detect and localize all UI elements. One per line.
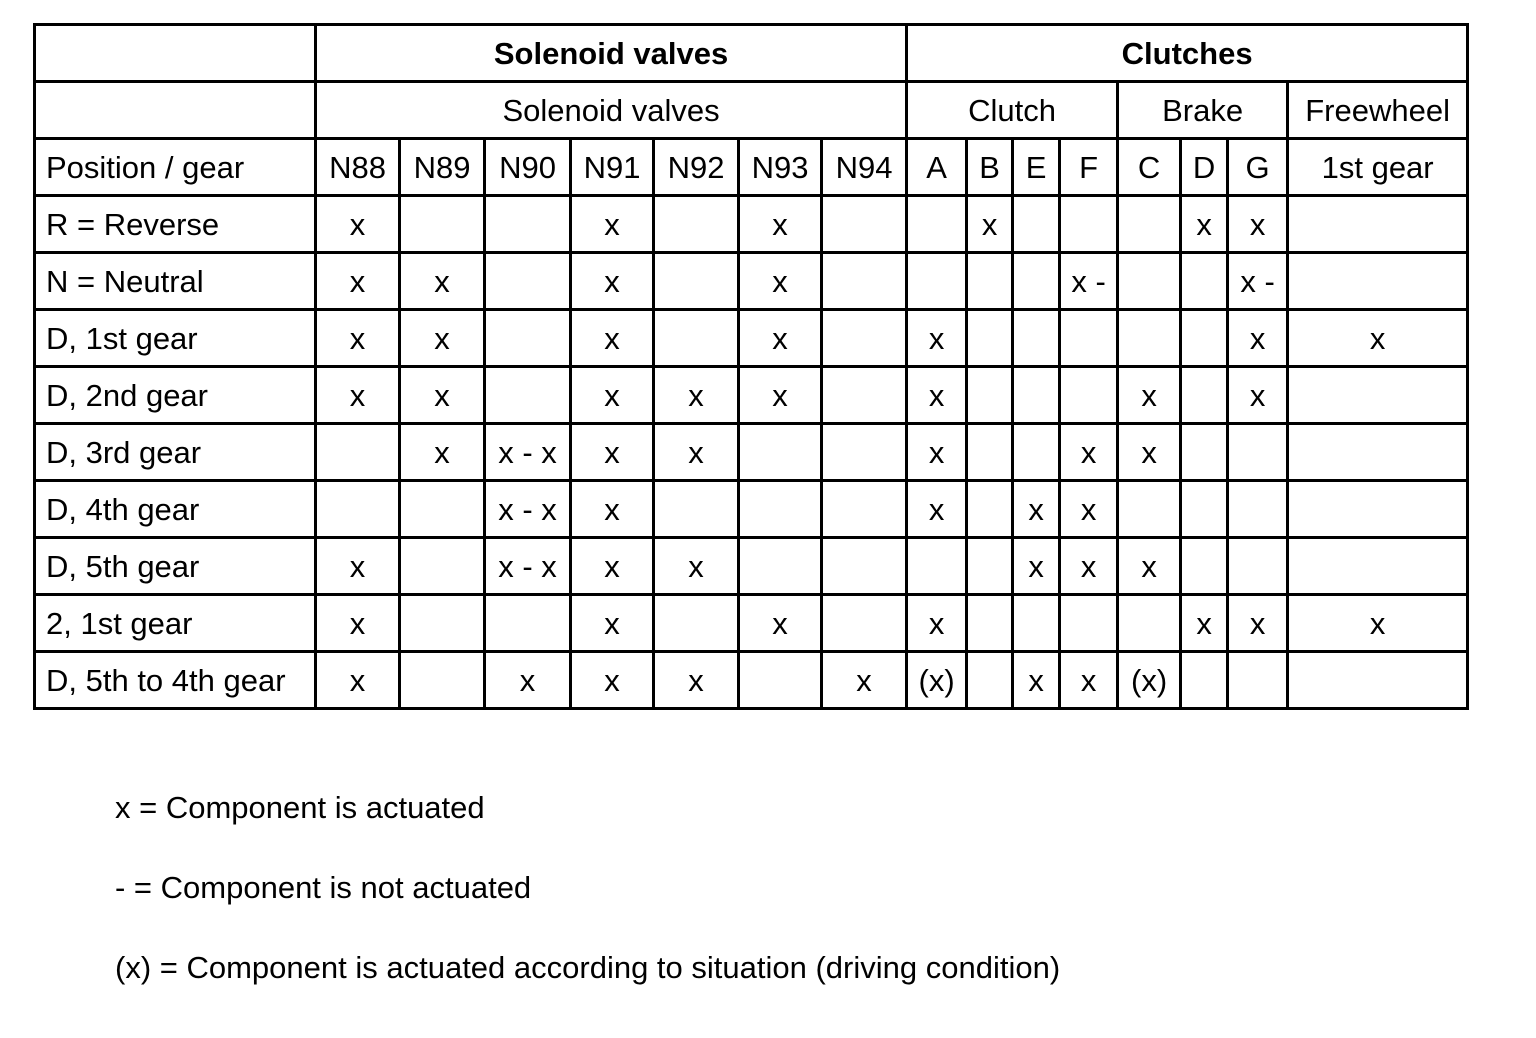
column-header: F bbox=[1060, 139, 1118, 196]
status-cell bbox=[1181, 310, 1228, 367]
status-cell: x bbox=[316, 310, 400, 367]
status-cell bbox=[1181, 538, 1228, 595]
status-cell bbox=[654, 310, 739, 367]
status-cell bbox=[1118, 595, 1181, 652]
status-cell bbox=[739, 538, 822, 595]
status-cell bbox=[654, 196, 739, 253]
table-row bbox=[35, 253, 1468, 310]
column-header: 1st gear bbox=[1288, 139, 1468, 196]
column-header: N88 bbox=[316, 139, 400, 196]
column-header: G bbox=[1228, 139, 1288, 196]
table-row bbox=[35, 481, 1468, 538]
status-cell bbox=[1288, 652, 1468, 709]
status-cell bbox=[907, 253, 967, 310]
column-header-row bbox=[35, 139, 1468, 196]
status-cell: x bbox=[907, 595, 967, 652]
status-cell bbox=[485, 196, 571, 253]
status-cell bbox=[1288, 367, 1468, 424]
status-cell: x bbox=[1118, 538, 1181, 595]
status-cell bbox=[1118, 253, 1181, 310]
table-row bbox=[35, 595, 1468, 652]
table-row bbox=[35, 310, 1468, 367]
status-cell bbox=[316, 424, 400, 481]
status-cell bbox=[1228, 481, 1288, 538]
status-cell bbox=[1181, 424, 1228, 481]
status-cell: x bbox=[1060, 652, 1118, 709]
status-cell bbox=[1118, 481, 1181, 538]
status-cell bbox=[967, 424, 1013, 481]
position-cell: N = Neutral bbox=[35, 253, 316, 310]
status-cell bbox=[1060, 310, 1118, 367]
status-cell: x bbox=[1118, 367, 1181, 424]
status-cell: x bbox=[316, 367, 400, 424]
table-row bbox=[35, 652, 1468, 709]
status-cell: x bbox=[1288, 595, 1468, 652]
column-header: B bbox=[967, 139, 1013, 196]
status-cell bbox=[1288, 538, 1468, 595]
status-cell: (x) bbox=[1118, 652, 1181, 709]
corner-cell bbox=[35, 82, 316, 139]
status-cell: x bbox=[739, 253, 822, 310]
status-cell bbox=[400, 481, 485, 538]
status-cell bbox=[967, 595, 1013, 652]
status-cell: x - bbox=[1060, 253, 1118, 310]
status-cell: x bbox=[571, 424, 654, 481]
status-cell bbox=[1013, 367, 1060, 424]
status-cell: x bbox=[739, 196, 822, 253]
status-cell: x bbox=[571, 367, 654, 424]
status-cell bbox=[1013, 196, 1060, 253]
status-cell: x bbox=[1228, 310, 1288, 367]
status-cell bbox=[1060, 196, 1118, 253]
status-cell bbox=[967, 310, 1013, 367]
status-cell bbox=[1288, 196, 1468, 253]
status-cell bbox=[822, 310, 907, 367]
status-cell bbox=[1013, 310, 1060, 367]
status-cell: x bbox=[907, 310, 967, 367]
status-cell: x bbox=[400, 367, 485, 424]
status-cell: x bbox=[571, 652, 654, 709]
status-cell: x bbox=[1228, 595, 1288, 652]
column-header: N94 bbox=[822, 139, 907, 196]
status-cell bbox=[1013, 595, 1060, 652]
column-header: C bbox=[1118, 139, 1181, 196]
status-cell bbox=[967, 652, 1013, 709]
status-cell bbox=[1060, 595, 1118, 652]
status-cell: x bbox=[400, 253, 485, 310]
solenoid-valves-group-header: Solenoid valves bbox=[316, 25, 907, 82]
status-cell: x bbox=[739, 595, 822, 652]
status-cell bbox=[1013, 253, 1060, 310]
column-header: E bbox=[1013, 139, 1060, 196]
status-cell: x bbox=[1288, 310, 1468, 367]
status-cell bbox=[907, 196, 967, 253]
position-column-header: Position / gear bbox=[35, 139, 316, 196]
clutch-sub-header: Clutch bbox=[907, 82, 1118, 139]
column-header: N90 bbox=[485, 139, 571, 196]
status-cell: x bbox=[316, 196, 400, 253]
status-cell bbox=[739, 652, 822, 709]
status-cell bbox=[739, 424, 822, 481]
status-cell bbox=[400, 652, 485, 709]
status-cell bbox=[1118, 310, 1181, 367]
status-cell: x bbox=[907, 481, 967, 538]
freewheel-sub-header: Freewheel bbox=[1288, 82, 1468, 139]
status-cell: x bbox=[1181, 196, 1228, 253]
status-cell: x - x bbox=[485, 538, 571, 595]
status-cell bbox=[1288, 481, 1468, 538]
status-cell bbox=[654, 253, 739, 310]
column-header: N91 bbox=[571, 139, 654, 196]
status-cell bbox=[739, 481, 822, 538]
status-cell bbox=[485, 253, 571, 310]
position-cell: D, 5th to 4th gear bbox=[35, 652, 316, 709]
status-cell bbox=[1181, 367, 1228, 424]
status-cell: x bbox=[571, 253, 654, 310]
status-cell: x bbox=[1013, 538, 1060, 595]
status-cell bbox=[400, 595, 485, 652]
status-cell: x bbox=[654, 424, 739, 481]
status-cell: x bbox=[1181, 595, 1228, 652]
status-cell bbox=[822, 196, 907, 253]
status-cell: x bbox=[571, 196, 654, 253]
status-cell bbox=[485, 367, 571, 424]
status-cell: x bbox=[739, 310, 822, 367]
status-cell: x bbox=[571, 595, 654, 652]
status-cell: x bbox=[654, 367, 739, 424]
group-header-row bbox=[35, 25, 1468, 82]
status-cell: x bbox=[1060, 481, 1118, 538]
position-cell: R = Reverse bbox=[35, 196, 316, 253]
status-cell bbox=[967, 481, 1013, 538]
position-cell: D, 2nd gear bbox=[35, 367, 316, 424]
status-cell bbox=[316, 481, 400, 538]
status-cell bbox=[907, 538, 967, 595]
status-cell bbox=[1288, 424, 1468, 481]
position-cell: D, 5th gear bbox=[35, 538, 316, 595]
status-cell: x bbox=[1060, 538, 1118, 595]
status-cell: x bbox=[316, 253, 400, 310]
column-header: D bbox=[1181, 139, 1228, 196]
status-cell bbox=[1060, 367, 1118, 424]
gear-actuation-table bbox=[33, 23, 1469, 710]
status-cell bbox=[400, 538, 485, 595]
legend-situational: (x) = Component is actuated according to situation (driving condition) bbox=[115, 950, 1061, 985]
status-cell bbox=[822, 253, 907, 310]
position-cell: D, 1st gear bbox=[35, 310, 316, 367]
status-cell: x bbox=[400, 310, 485, 367]
status-cell: x bbox=[485, 652, 571, 709]
status-cell bbox=[1181, 652, 1228, 709]
position-cell: 2, 1st gear bbox=[35, 595, 316, 652]
status-cell: x bbox=[1228, 367, 1288, 424]
status-cell: x bbox=[907, 424, 967, 481]
status-cell bbox=[485, 310, 571, 367]
table-row bbox=[35, 538, 1468, 595]
status-cell: x bbox=[654, 652, 739, 709]
status-cell: x bbox=[1013, 481, 1060, 538]
status-cell: x bbox=[1060, 424, 1118, 481]
status-cell bbox=[967, 538, 1013, 595]
status-cell bbox=[400, 196, 485, 253]
status-cell bbox=[822, 481, 907, 538]
status-cell bbox=[1118, 196, 1181, 253]
status-cell: x bbox=[316, 538, 400, 595]
status-cell: x bbox=[1228, 196, 1288, 253]
status-cell: x bbox=[1118, 424, 1181, 481]
status-cell: x bbox=[316, 652, 400, 709]
status-cell bbox=[654, 481, 739, 538]
legend-not-actuated: - = Component is not actuated bbox=[115, 870, 532, 905]
status-cell bbox=[1013, 424, 1060, 481]
legend-actuated: x = Component is actuated bbox=[115, 790, 485, 825]
status-cell bbox=[822, 595, 907, 652]
status-cell: x bbox=[400, 424, 485, 481]
status-cell bbox=[1288, 253, 1468, 310]
status-cell: x bbox=[739, 367, 822, 424]
status-cell: x - x bbox=[485, 424, 571, 481]
status-cell bbox=[822, 538, 907, 595]
table-row bbox=[35, 196, 1468, 253]
status-cell bbox=[822, 367, 907, 424]
table-row bbox=[35, 367, 1468, 424]
sub-header-row bbox=[35, 82, 1468, 139]
status-cell: x bbox=[571, 538, 654, 595]
status-cell: x bbox=[1013, 652, 1060, 709]
status-cell: x bbox=[571, 481, 654, 538]
status-cell bbox=[485, 595, 571, 652]
clutches-group-header: Clutches bbox=[907, 25, 1468, 82]
corner-cell bbox=[35, 25, 316, 82]
status-cell bbox=[1228, 652, 1288, 709]
table-row bbox=[35, 424, 1468, 481]
status-cell: x bbox=[316, 595, 400, 652]
status-cell bbox=[1181, 481, 1228, 538]
status-cell: x bbox=[967, 196, 1013, 253]
column-header: N92 bbox=[654, 139, 739, 196]
status-cell bbox=[1228, 538, 1288, 595]
status-cell: x bbox=[654, 538, 739, 595]
status-cell: x - bbox=[1228, 253, 1288, 310]
status-cell bbox=[1228, 424, 1288, 481]
status-cell: x - x bbox=[485, 481, 571, 538]
status-cell bbox=[1181, 253, 1228, 310]
status-cell: x bbox=[907, 367, 967, 424]
position-cell: D, 3rd gear bbox=[35, 424, 316, 481]
table-body bbox=[35, 196, 1468, 709]
status-cell: x bbox=[571, 310, 654, 367]
brake-sub-header: Brake bbox=[1118, 82, 1288, 139]
position-cell: D, 4th gear bbox=[35, 481, 316, 538]
column-header: N93 bbox=[739, 139, 822, 196]
status-cell bbox=[654, 595, 739, 652]
status-cell bbox=[967, 367, 1013, 424]
status-cell bbox=[822, 424, 907, 481]
column-header: A bbox=[907, 139, 967, 196]
column-header: N89 bbox=[400, 139, 485, 196]
status-cell bbox=[967, 253, 1013, 310]
solenoid-valves-sub-header: Solenoid valves bbox=[316, 82, 907, 139]
status-cell: x bbox=[822, 652, 907, 709]
status-cell: (x) bbox=[907, 652, 967, 709]
